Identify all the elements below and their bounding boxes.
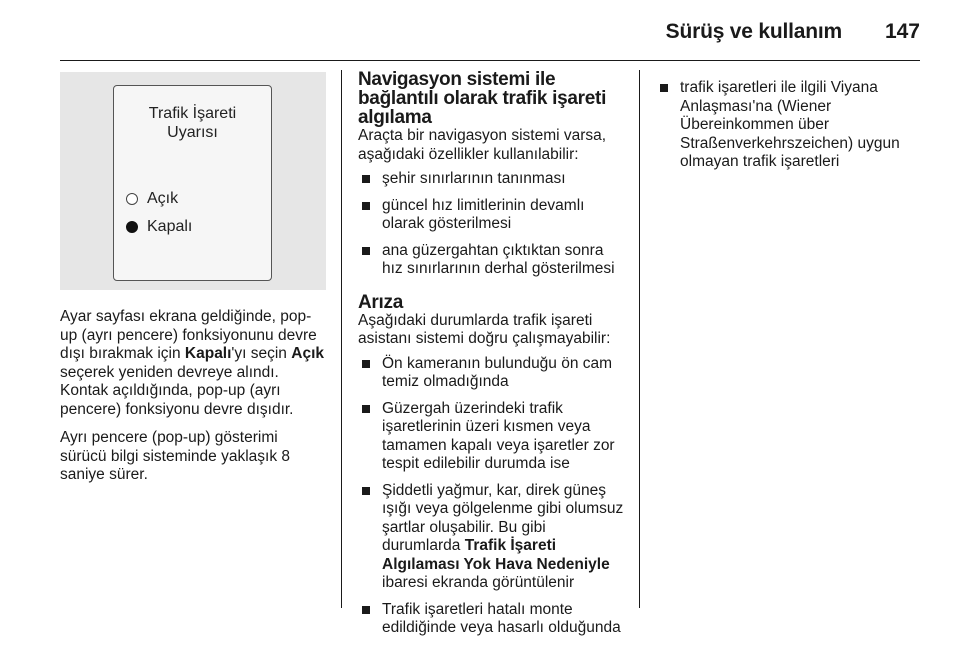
- list-item: ana güzergahtan çıktıktan sonra hız sınırlarının derhal gösterilmesi: [358, 242, 628, 279]
- paragraph: Aşağıdaki durumlarda trafik işareti asistanı sistemi doğru çalışmayabilir:: [358, 311, 611, 347]
- bullet-icon: [362, 487, 370, 495]
- radio-unselected-icon: [126, 193, 138, 205]
- page-header: [0, 0, 960, 62]
- paragraph: Ayar sayfası ekrana geldiğinde, pop-up (ayrı pencere) fonksiyonunu devre dışı bırakmak için Kapalı'yı seçin Açık seçerek yeniden devreye alındı. Kontak açıldığında, pop-up (ayrı pencere) fonksiyonu devre dışıdır.: [60, 308, 324, 418]
- paragraph: Ayrı pencere (pop-up) gösterimi sürücü bilgi sisteminde yaklaşık 8 saniye sürer.: [60, 429, 291, 483]
- bullet-icon: [362, 202, 370, 210]
- bullet-icon: [362, 606, 370, 614]
- section-heading: Navigasyon sistemi ile bağlantılı olarak trafik işareti algılama: [358, 69, 607, 128]
- bullet-icon: [660, 84, 668, 92]
- bullet-icon: [362, 405, 370, 413]
- list-item: trafik işaretleri ile ilgili Viyana Anlaşması'na (Wiener Übereinkommen über Straßenverkehrszeichen) uygun olmayan trafik işaretleri: [656, 79, 916, 172]
- option-off: Kapalı: [126, 218, 192, 237]
- bullet-icon: [362, 360, 370, 368]
- header-rule: [60, 60, 920, 61]
- screen-title: Trafik İşareti Uyarısı: [148, 105, 237, 141]
- radio-selected-icon: [126, 221, 138, 233]
- list-item: Şiddetli yağmur, kar, direk güneş ışığı veya gölgelenme gibi olumsuz şartlar oluşabilir. Bu gibi durumlarda Trafik İşareti Algılaması Yok Hava Nedeniyle ibaresi ekranda görüntülenir: [358, 482, 628, 593]
- section-heading: Arıza: [358, 291, 403, 313]
- feature-list: [358, 170, 628, 279]
- fault-list-continued: [656, 79, 916, 172]
- settings-screen-figure: [60, 72, 326, 290]
- column-2: [358, 70, 628, 646]
- paragraph: Araçta bir navigasyon sistemi varsa, aşağıdaki özellikler kullanılabilir:: [358, 127, 607, 163]
- page-number: 147: [884, 20, 920, 43]
- list-item: Güzergah üzerindeki trafik işaretlerinin üzeri kısmen veya tamamen kapalı veya işaretler zor tespit edilebilir durumda ise: [358, 400, 628, 474]
- option-on: Açık: [126, 190, 178, 209]
- column-3: [656, 70, 916, 180]
- column-divider: [341, 70, 342, 608]
- bullet-icon: [362, 175, 370, 183]
- bullet-icon: [362, 247, 370, 255]
- column-divider: [639, 70, 640, 608]
- display-screen: [113, 85, 272, 281]
- list-item: Ön kameranın bulunduğu ön cam temiz olmadığında: [358, 355, 628, 392]
- fault-list: [358, 355, 628, 638]
- section-title: Sürüş ve kullanım: [665, 20, 842, 43]
- list-item: şehir sınırlarının tanınması: [358, 170, 628, 189]
- list-item: Trafik işaretleri hatalı monte edildiğinde veya hasarlı olduğunda: [358, 601, 628, 638]
- column-1: [60, 70, 326, 495]
- list-item: güncel hız limitlerinin devamlı olarak gösterilmesi: [358, 197, 628, 234]
